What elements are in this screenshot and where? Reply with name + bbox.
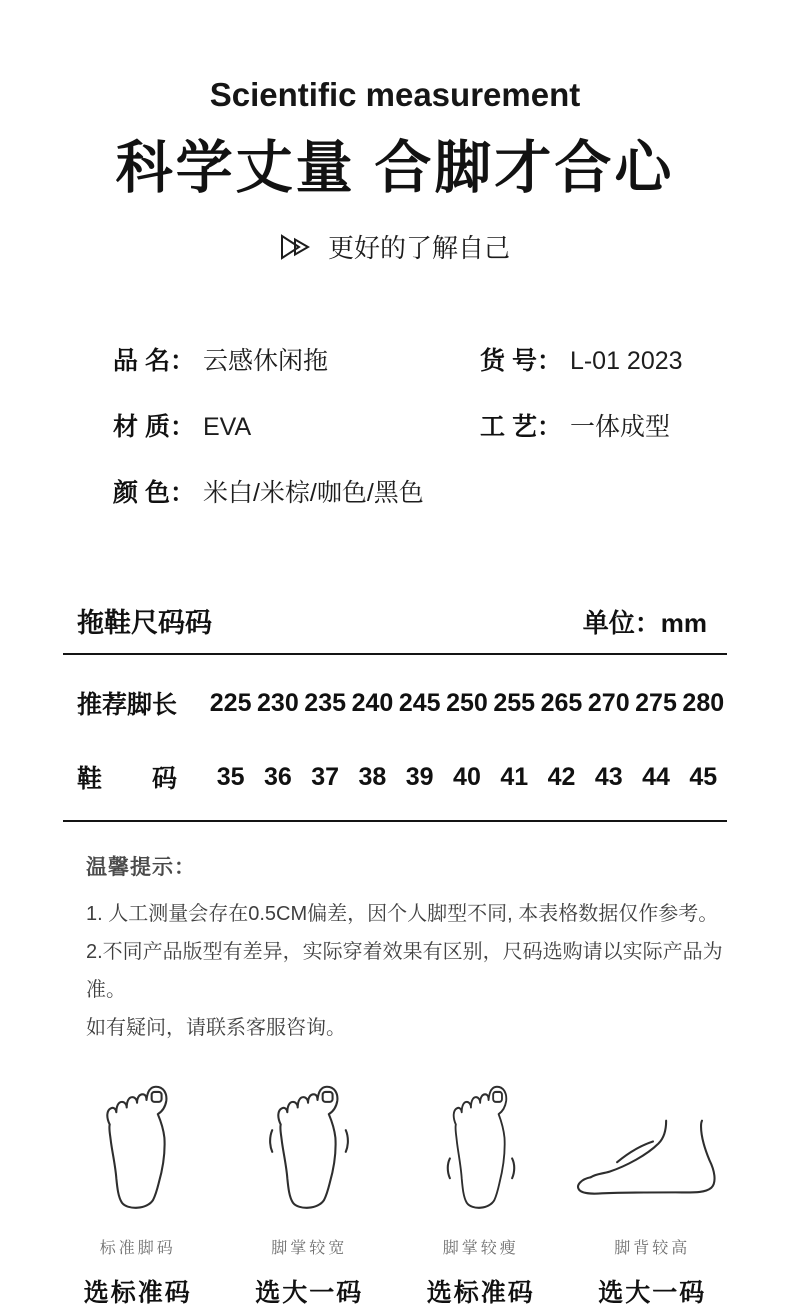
table-cell: 265	[540, 688, 583, 717]
table-cell: 245	[398, 688, 441, 717]
tip-line: 1. 人工测量会存在0.5CM偏差，因个人脚型不同, 本表格数据仅作参考。	[86, 903, 719, 925]
table-cell: 35	[216, 762, 245, 791]
table-cell: 235	[304, 688, 347, 717]
row-label: 鞋 码	[77, 765, 178, 793]
table-cell: 275	[635, 688, 677, 717]
table-cell: 39	[405, 762, 434, 791]
table-cell: 250	[446, 688, 488, 717]
size-table-header	[63, 601, 727, 640]
foot-length-row	[77, 685, 727, 721]
spec-value: 一体成型	[569, 413, 670, 441]
english-title: Scientific measurement	[209, 76, 581, 113]
foot-type-label: 标准脚码	[99, 1240, 176, 1257]
foot-type-label: 脚掌较瘦	[442, 1240, 519, 1257]
table-cell: 37	[311, 762, 340, 791]
foot-length-values	[207, 689, 727, 718]
table-cell: 45	[689, 762, 718, 791]
spec-craft	[480, 411, 730, 443]
tip-line: 如有疑问，请联系客服咨询。	[86, 1017, 346, 1039]
size-rows	[63, 655, 727, 820]
footprint-icon	[90, 1083, 186, 1215]
spec-label: 颜 色：	[113, 479, 195, 507]
spec-item-number	[480, 345, 730, 377]
size-table-title: 拖鞋尺码码	[77, 608, 212, 638]
divider	[63, 820, 727, 822]
row-label: 推荐脚长	[77, 691, 178, 719]
foot-advice-label: 选标准码	[83, 1279, 192, 1307]
shoe-size-values	[207, 763, 727, 792]
footprint-wide-icon	[261, 1083, 357, 1215]
table-cell: 44	[642, 762, 670, 791]
spec-value: L-01 2023	[569, 347, 683, 375]
spec-row	[113, 477, 730, 509]
table-cell: 42	[547, 762, 576, 791]
foot-advice-label: 选标准码	[426, 1279, 535, 1307]
product-specs	[0, 345, 790, 509]
spec-colors	[113, 477, 730, 509]
subtitle-text: 更好的了解自己	[327, 233, 510, 263]
foot-advice-label: 选大一码	[255, 1279, 364, 1307]
table-cell: 255	[493, 688, 536, 717]
tips-title: 温馨提示：	[86, 856, 196, 879]
foot-guide-standard	[52, 1083, 224, 1309]
table-cell: 270	[587, 688, 630, 717]
table-cell: 280	[682, 688, 725, 717]
size-table-section	[0, 601, 790, 822]
tip-line: 2.不同产品版型有差异，实际穿着效果有区别，尺码选购请以实际产品为准。	[86, 941, 723, 1001]
spec-row	[113, 345, 730, 377]
foot-side-profile-icon	[571, 1083, 733, 1215]
table-cell: 40	[453, 762, 481, 791]
footprint-narrow-icon	[433, 1083, 529, 1215]
tips-section	[0, 851, 790, 1047]
table-cell: 36	[263, 762, 292, 791]
subtitle	[0, 228, 790, 265]
double-triangle-right-icon	[280, 234, 316, 260]
spec-label: 品 名：	[113, 347, 195, 375]
spec-value: EVA	[202, 413, 252, 441]
table-cell: 38	[358, 762, 387, 791]
foot-type-label: 脚掌较宽	[271, 1240, 348, 1257]
size-unit-label: 单位：mm	[582, 608, 707, 638]
foot-guide-narrow	[395, 1083, 567, 1309]
spec-value: 米白/米棕/咖色/黑色	[202, 479, 424, 507]
spec-value: 云感休闲拖	[202, 347, 328, 375]
tips-lines	[86, 895, 730, 1047]
spec-material	[113, 411, 480, 443]
foot-type-guide	[0, 1083, 790, 1309]
foot-guide-high-instep	[567, 1083, 739, 1309]
spec-row	[113, 411, 730, 443]
shoe-size-row	[77, 759, 727, 795]
table-cell: 43	[594, 762, 623, 791]
spec-label: 材 质：	[113, 413, 195, 441]
foot-guide-wide	[224, 1083, 396, 1309]
table-cell: 225	[209, 688, 252, 717]
foot-type-label: 脚背较高	[614, 1240, 691, 1257]
spec-label: 货 号：	[480, 347, 562, 375]
spec-product-name	[113, 345, 480, 377]
foot-advice-label: 选大一码	[598, 1279, 707, 1307]
table-cell: 41	[500, 762, 529, 791]
page-title: 科学丈量 合脚才合心	[115, 136, 675, 200]
table-cell: 230	[257, 688, 299, 717]
table-cell: 240	[351, 688, 394, 717]
spec-label: 工 艺：	[480, 413, 562, 441]
